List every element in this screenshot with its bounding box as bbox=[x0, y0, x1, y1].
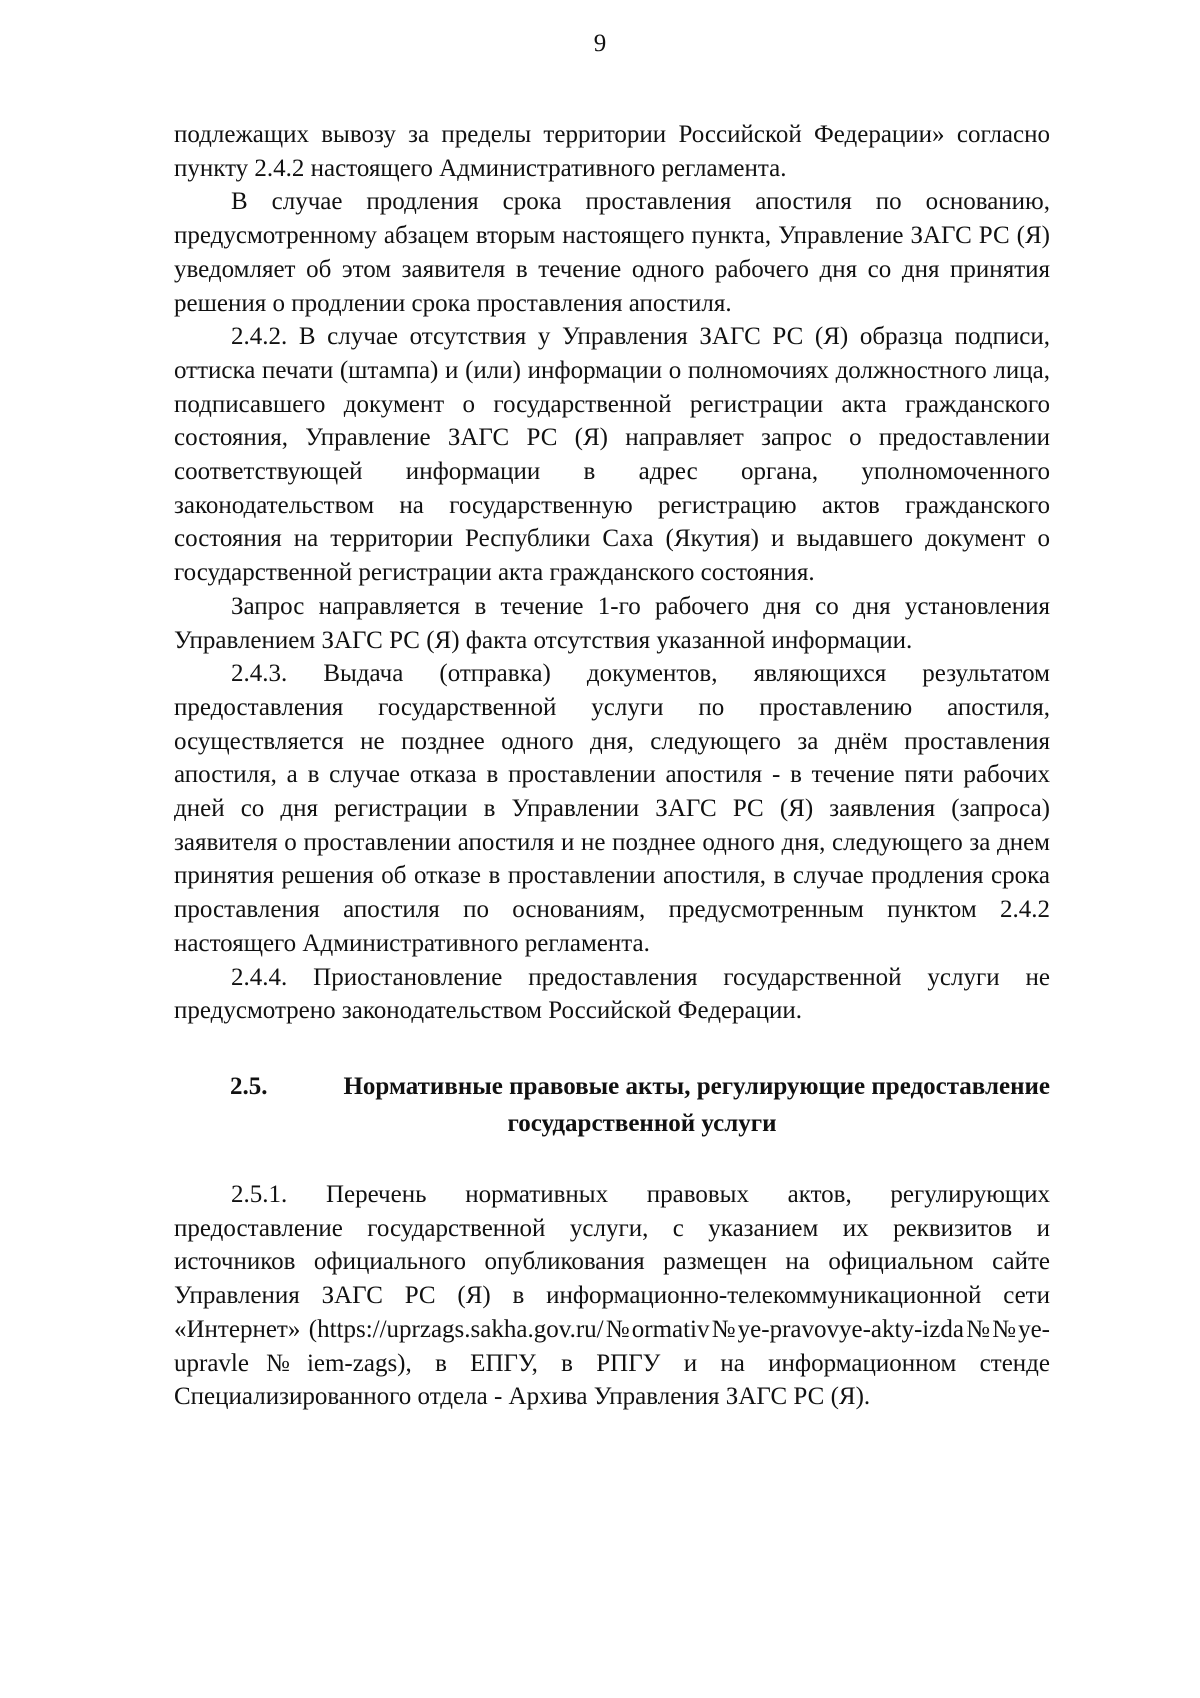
paragraph-2-4-3: 2.4.3. Выдача (отправка) документов, являющихся результатом предоставления государственной услуги по проставлению апостиля, осуществляется не позднее одного дня, следующего за днём проставления апостиля, а в случае отказа в проставлении апостиля - в течение пяти рабочих дней со дня регистрации в Управлении ЗАГС РС (Я) заявления (запроса) заявителя о проставлении апостиля и не позднее одного дня, следующего за днем принятия решения об отказе в проставлении апостиля, в случае продления срока проставления апостиля по основаниям, предусмотренным пунктом 2.4.2 настоящего Административного регламента. bbox=[174, 660, 1050, 957]
document-body bbox=[174, 118, 1050, 1414]
section-number: 2.5. bbox=[230, 1072, 268, 1100]
section-title-line1: Нормативные правовые акты, регулирующие предоставление bbox=[343, 1072, 1050, 1100]
paragraph-request-timing: Запрос направляется в течение 1-го рабочего дня со дня установления Управлением ЗАГС РС (Я) факта отсутствия указанной информации. bbox=[174, 592, 1050, 654]
paragraph-continuation: подлежащих вывозу за пределы территории Российской Федерации» согласно пункту 2.4.2 настоящего Административного регламента. bbox=[174, 121, 1050, 182]
paragraph-2-5-1: 2.5.1. Перечень нормативных правовых актов, регулирующих предоставление государственной услуги, с указанием их реквизитов и источников официального опубликования размещен на официальном сайте Управления ЗАГС РС (Я) в информационно-телекоммуникационной сети «Интернет» (https://uprzags.sakha.gov.ru/№ormativ№ye-pravovye-akty-izda№№ye-upravle№iem-zags), в ЕПГУ, в РПГУ и на информационном стенде Специализированного отдела - Архива Управления ЗАГС РС (Я). bbox=[174, 1180, 1050, 1411]
paragraph-2-4-2: 2.4.2. В случае отсутствия у Управления ЗАГС РС (Я) образца подписи, оттиска печати (штампа) и (или) информации о полномочиях должностного лица, подписавшего документ о государственной регистрации акта гражданского состояния, Управление ЗАГС РС (Я) направляет запрос о предоставлении соответствующей информации в адрес органа, уполномоченного законодательством на государственную регистрацию актов гражданского состояния на территории Республики Саха (Якутия) и выдавшего документ о государственной регистрации акта гражданского состояния. bbox=[174, 323, 1050, 587]
page-number: 9 bbox=[593, 30, 607, 57]
section-title-line2: государственной услуги bbox=[507, 1109, 777, 1137]
paragraph-2-4-4: 2.4.4. Приостановление предоставления государственной услуги не предусмотрено законодательством Российской Федерации. bbox=[174, 963, 1050, 1025]
paragraph-extension-notice: В случае продления срока проставления апостиля по основанию, предусмотренному абзацем вторым настоящего пункта, Управление ЗАГС РС (Я) уведомляет об этом заявителя в течение одного рабочего дня со дня принятия решения о продлении срока проставления апостиля. bbox=[174, 188, 1050, 317]
section-heading-2-5 bbox=[174, 1068, 1050, 1142]
